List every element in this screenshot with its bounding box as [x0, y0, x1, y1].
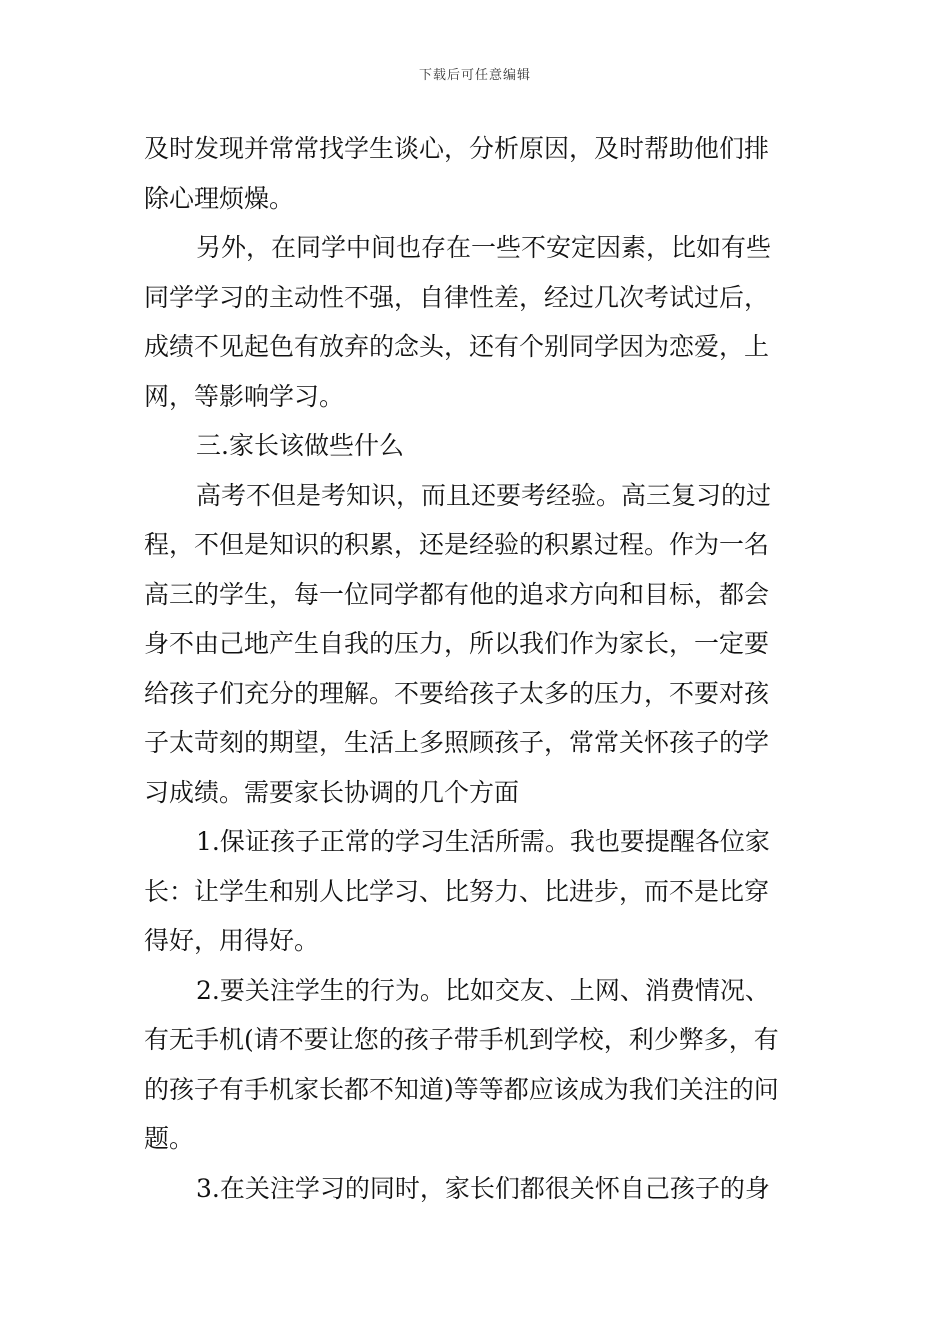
text-line: 子太苛刻的期望，生活上多照顾孩子，常常关怀孩子的学: [144, 728, 770, 757]
text-line: 的孩子有手机家长都不知道)等等都应该成为我们关注的问: [144, 1074, 779, 1104]
text-line: 得好，用得好。: [144, 926, 320, 955]
text-line: 及时发现并常常找学生谈心，分析原因，及时帮助他们排: [144, 134, 770, 163]
text-line: 给孩子们充分的理解。不要给孩子太多的压力，不要对孩: [144, 678, 770, 708]
text-line: 有无手机(请不要让您的孩子带手机到学校，利少弊多，有: [144, 1025, 779, 1054]
text-line: 程，不但是知识的积累，还是经验的积累过程。作为一名: [144, 530, 770, 559]
document-body: [144, 124, 810, 1213]
text-line: 身不由己地产生自我的压力，所以我们作为家长，一定要: [144, 629, 770, 658]
text-line: 同学学习的主动性不强，自律性差，经过几次考试过后，: [144, 282, 770, 312]
list-item-line: 3.在关注学习的同时，家长们都很关怀自己孩子的身: [196, 1173, 770, 1203]
text-line: 高三的学生，每一位同学都有他的追求方向和目标，都会: [144, 579, 770, 609]
text-line: 长：让学生和别人比学习、比努力、比进步，而不是比穿: [144, 876, 770, 906]
text-line: 高考不但是考知识，而且还要考经验。高三复习的过: [196, 480, 772, 510]
text-line: 除心理烦燥。: [144, 183, 295, 213]
text-line: 习成绩。需要家长协调的几个方面: [144, 777, 520, 807]
text-line: 另外，在同学中间也存在一些不安定因素，比如有些: [196, 233, 772, 262]
text-line: 成绩不见起色有放弃的念头，还有个别同学因为恋爱，上: [144, 332, 770, 361]
list-item-line: 1.保证孩子正常的学习生活所需。我也要提醒各位家: [196, 827, 770, 856]
section-heading: 三.家长该做些什么: [196, 431, 404, 460]
text-line: 题。: [144, 1124, 195, 1153]
page-header: 下载后可任意编辑: [418, 68, 531, 83]
list-item-line: 2.要关注学生的行为。比如交友、上网、消费情况、: [196, 975, 770, 1005]
text-line: 网，等影响学习。: [144, 381, 345, 411]
